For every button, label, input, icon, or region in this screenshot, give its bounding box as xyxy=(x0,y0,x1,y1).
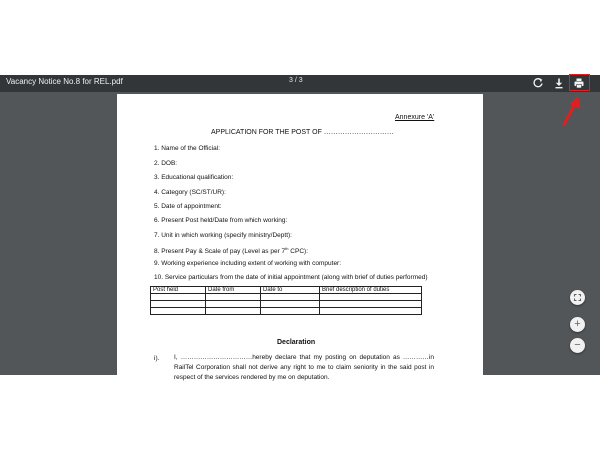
application-title: APPLICATION FOR THE POST OF ………………………… xyxy=(211,129,394,136)
field-name-of-official: 1. Name of the Official: xyxy=(154,145,220,152)
field-category: 4. Category (SC/ST/UR): xyxy=(154,189,226,196)
declaration-heading: Declaration xyxy=(277,339,316,346)
annexure-label: Annexure 'A' xyxy=(395,114,435,121)
page-counter[interactable]: 3 / 3 xyxy=(289,77,303,84)
field-dob: 2. DOB: xyxy=(154,160,178,167)
declaration-text: I, ……………………………hereby declare that my posting on deputation as …………in RailTel Corporation shall not derive any right to me to claim seniority in the said post in respect of the services rendered by me on deputation. xyxy=(174,354,434,381)
viewer-toolbar xyxy=(0,75,600,92)
document-title: Vacancy Notice No.8 for REL.pdf xyxy=(6,77,123,86)
table-header-row xyxy=(151,287,422,294)
table-header: Post held xyxy=(151,287,206,294)
declaration-number: i). xyxy=(154,355,160,362)
field-pay-scale xyxy=(154,246,308,255)
field-pay-scale-tail: CPC): xyxy=(288,248,308,256)
fit-to-page-button[interactable] xyxy=(570,290,585,305)
table-header: Date to xyxy=(261,287,320,294)
field-present-post: 6. Present Post held/Date from which working: xyxy=(154,217,288,224)
duties-table xyxy=(150,286,422,315)
pdf-page xyxy=(117,94,483,384)
print-highlight-box xyxy=(569,74,590,91)
field-service-particulars: 10. Service particulars from the date of initial appointment (along with brief of duties performed) xyxy=(154,274,428,281)
table-header: Date from xyxy=(206,287,261,294)
rotate-icon[interactable] xyxy=(531,76,545,90)
field-educational-qualification: 3. Educational qualification: xyxy=(154,174,234,181)
table-row xyxy=(151,294,422,301)
field-pay-scale-text: 8. Present Pay & Scale of pay (Level as per 7 xyxy=(154,248,286,256)
zoom-out-button[interactable]: − xyxy=(570,338,585,353)
pdf-viewer xyxy=(0,75,600,381)
field-unit: 7. Unit in which working (specify ministry/Deptt): xyxy=(154,232,292,239)
table-row xyxy=(151,301,422,308)
table-row xyxy=(151,308,422,315)
red-arrow-annotation xyxy=(555,93,585,127)
field-pay-scale-sup: th xyxy=(285,246,289,251)
download-icon[interactable] xyxy=(552,76,566,90)
table-header: Brief description of duties xyxy=(320,287,422,294)
field-working-experience: 9. Working experience including extent of working with computer: xyxy=(154,260,342,267)
zoom-in-button[interactable]: + xyxy=(570,317,585,332)
fit-to-page-icon xyxy=(570,290,585,305)
field-date-of-appointment: 5. Date of appointment: xyxy=(154,203,222,210)
